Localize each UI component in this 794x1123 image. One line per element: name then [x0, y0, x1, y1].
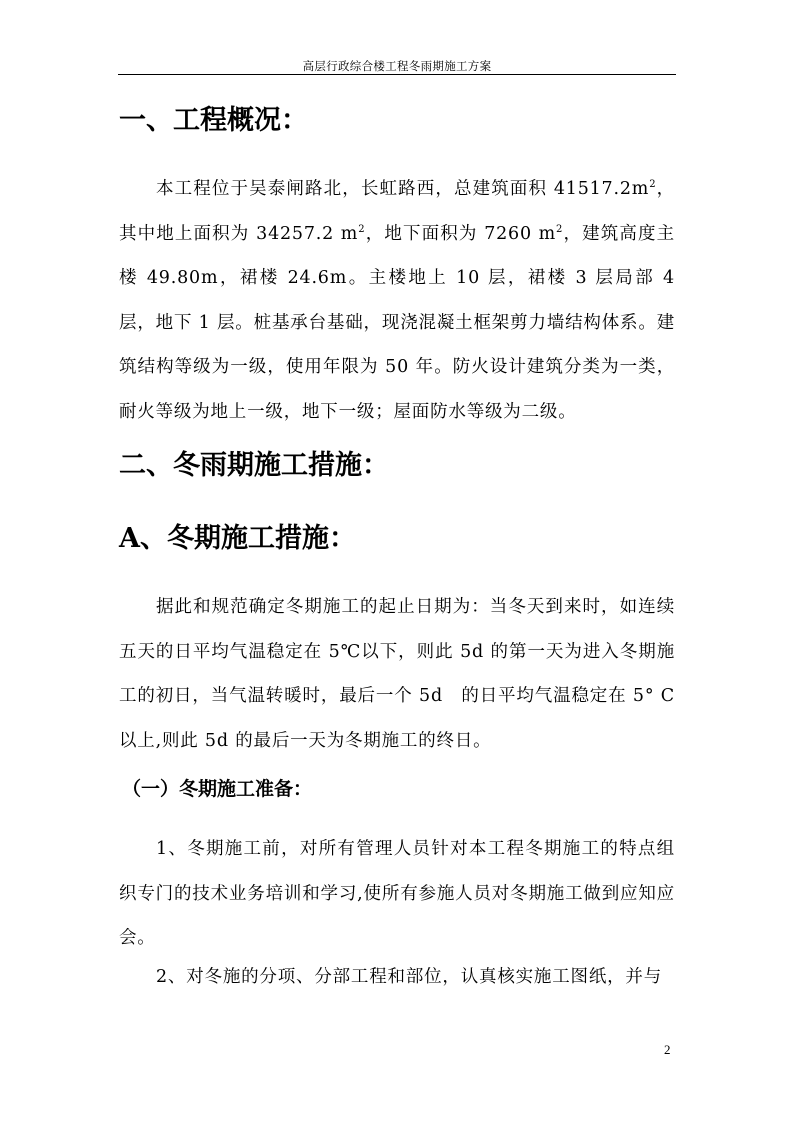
para-text-d: ，建筑高度主楼 49.80m，裙楼 24.6m。主楼地上 10 层，裙楼 3 层局部 4 层，地下 1 层。桩基承台基础，现浇混凝土框架剪力墙结构体系。建筑结构等级为一级，使用年限为 50 年。防火设计建筑分类为一类，耐火等级为地上一级，地下一级；屋面防水等级为二级。	[119, 223, 675, 422]
para-text-c: ，地下面积为 7260 m	[365, 223, 557, 244]
list-item-2: 2、对冬施的分项、分部工程和部位，认真核实施工图纸，并与	[156, 967, 663, 987]
list-item-1: 1、冬期施工前，对所有管理人员针对本工程冬期施工的特点组织专门的技术业务培训和学习,使所有参施人员对冬期施工做到应知应会。	[119, 839, 675, 949]
section-1-paragraph	[119, 167, 675, 435]
superscript-b: 2	[358, 223, 366, 235]
section-1-heading: 一、工程概况：	[119, 105, 308, 136]
page-header-title: 高层行政综合楼工程冬雨期施工方案	[302, 59, 492, 73]
section-a-paragraph: 据此和规范确定冬期施工的起止日期为：当冬天到来时，如连续五天的日平均气温稳定在 5℃以下，则此 5d 的第一天为进入冬期施工的初日，当气温转暖时，最后一个 5d 的日平均气温稳定在 5° C以上,则此 5d 的最后一天为冬期施工的终日。	[119, 597, 675, 751]
page-number: 2	[664, 1042, 671, 1057]
section-2-heading: 二、冬雨期施工措施：	[119, 450, 389, 481]
para-text-b: ，其中地上面积为 34257.2 m	[119, 179, 675, 244]
para-text-a: 本工程位于吴泰闸路北，长虹路西，总建筑面积 41517.2m	[156, 179, 650, 199]
superscript-c: 2	[556, 223, 564, 235]
superscript-a: 2	[649, 179, 657, 191]
subsection-1-heading: （一）冬期施工准备：	[122, 778, 313, 800]
section-a-heading: A、冬期施工措施：	[119, 523, 356, 554]
header-divider	[118, 74, 676, 75]
